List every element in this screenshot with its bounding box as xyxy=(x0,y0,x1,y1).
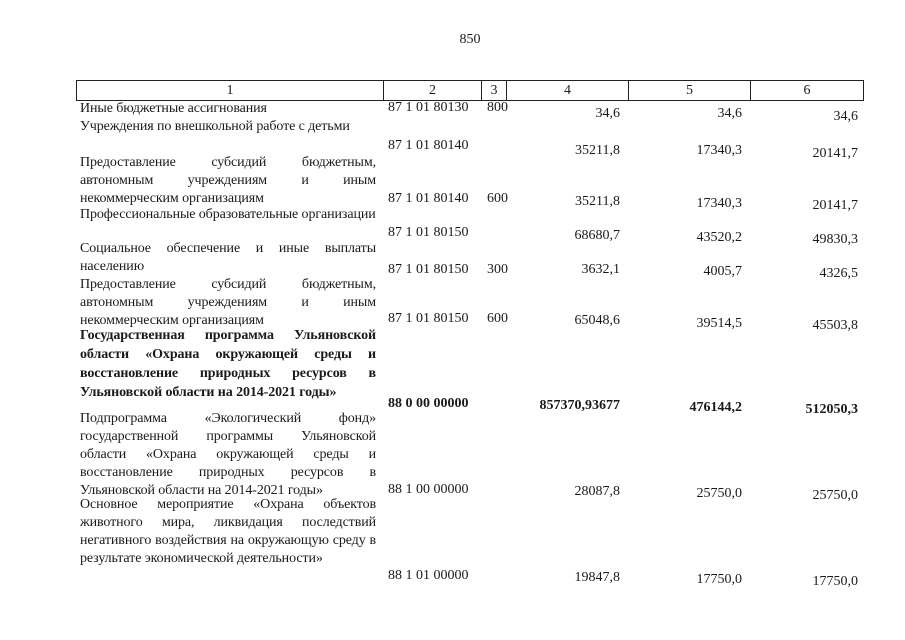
row-value-col6: 45503,8 xyxy=(812,318,858,333)
header-col-4: 4 xyxy=(506,80,629,101)
row-name: Профессиональные образовательные организации xyxy=(80,207,376,222)
row-value-col6: 512050,3 xyxy=(805,402,858,417)
row-value-col6: 49830,3 xyxy=(812,232,858,247)
row-value-col5: 43520,2 xyxy=(696,230,742,245)
row-value-col5: 476144,2 xyxy=(689,400,742,415)
header-col-5: 5 xyxy=(628,80,751,101)
row-sub-code: 600 xyxy=(487,311,508,326)
row-value-col4: 3632,1 xyxy=(581,262,620,277)
row-code: 87 1 01 80140 xyxy=(388,138,469,153)
row-value-col5: 17340,3 xyxy=(696,143,742,158)
row-name: Подпрограмма «Экологический фонд» государственной программы Ульяновской области «Охрана окружающей среды и восстановление природных ресурсов в Ульяновской области на 2014-2021 годы» xyxy=(80,411,376,498)
row-value-col6: 34,6 xyxy=(833,109,858,124)
row-value-col4: 19847,8 xyxy=(574,570,620,585)
row-value-col4: 34,6 xyxy=(595,106,620,121)
row-value-col6: 4326,5 xyxy=(819,266,858,281)
row-name: Предоставление субсидий бюджетным, автономным учреждениям и иным некоммерческим организациям xyxy=(80,277,376,328)
header-col-3: 3 xyxy=(481,80,507,101)
row-sub-code: 800 xyxy=(487,100,508,115)
row-value-col5: 25750,0 xyxy=(696,486,742,501)
row-value-col5: 4005,7 xyxy=(703,264,742,279)
row-code: 87 1 01 80150 xyxy=(388,262,469,277)
row-code: 87 1 01 80150 xyxy=(388,311,469,326)
header-col-1: 1 xyxy=(76,80,384,101)
row-value-col6: 17750,0 xyxy=(812,574,858,589)
row-value-col5: 17750,0 xyxy=(696,572,742,587)
row-name: Государственная программа Ульяновской области «Охрана окружающей среды и восстановление природных ресурсов в Ульяновской области на 2014-2021 годы» xyxy=(80,328,376,400)
row-value-col6: 25750,0 xyxy=(812,488,858,503)
row-value-col6: 20141,7 xyxy=(812,146,858,161)
row-value-col5: 17340,3 xyxy=(696,196,742,211)
row-sub-code: 600 xyxy=(487,191,508,206)
row-value-col4: 857370,93677 xyxy=(539,398,620,413)
row-name: Учреждения по внешкольной работе с детьми xyxy=(80,119,350,134)
row-value-col5: 39514,5 xyxy=(696,316,742,331)
row-sub-code: 300 xyxy=(487,262,508,277)
table-header xyxy=(76,80,864,102)
row-code: 88 0 00 00000 xyxy=(388,396,469,411)
row-name: Иные бюджетные ассигнования xyxy=(80,101,267,116)
row-value-col4: 35211,8 xyxy=(575,194,620,209)
row-code: 87 1 01 80140 xyxy=(388,191,469,206)
row-code: 87 1 01 80150 xyxy=(388,225,469,240)
row-value-col4: 65048,6 xyxy=(574,313,620,328)
row-code: 88 1 00 00000 xyxy=(388,482,469,497)
page-number: 850 xyxy=(459,32,481,47)
row-value-col4: 68680,7 xyxy=(574,228,620,243)
header-col-2: 2 xyxy=(383,80,482,101)
row-value-col5: 34,6 xyxy=(717,106,742,121)
row-name: Социальное обеспечение и иные выплаты населению xyxy=(80,241,376,274)
header-col-6: 6 xyxy=(750,80,864,101)
row-value-col6: 20141,7 xyxy=(812,198,858,213)
row-value-col4: 28087,8 xyxy=(574,484,620,499)
row-name: Предоставление субсидий бюджетным, автономным учреждениям и иным некоммерческим организациям xyxy=(80,155,376,206)
row-code: 87 1 01 80130 xyxy=(388,100,469,115)
row-value-col4: 35211,8 xyxy=(575,143,620,158)
row-code: 88 1 01 00000 xyxy=(388,568,469,583)
row-name: Основное мероприятие «Охрана объектов животного мира, ликвидация последствий негативного воздействия на окружающую среду в результате экономической деятельности» xyxy=(80,497,376,566)
